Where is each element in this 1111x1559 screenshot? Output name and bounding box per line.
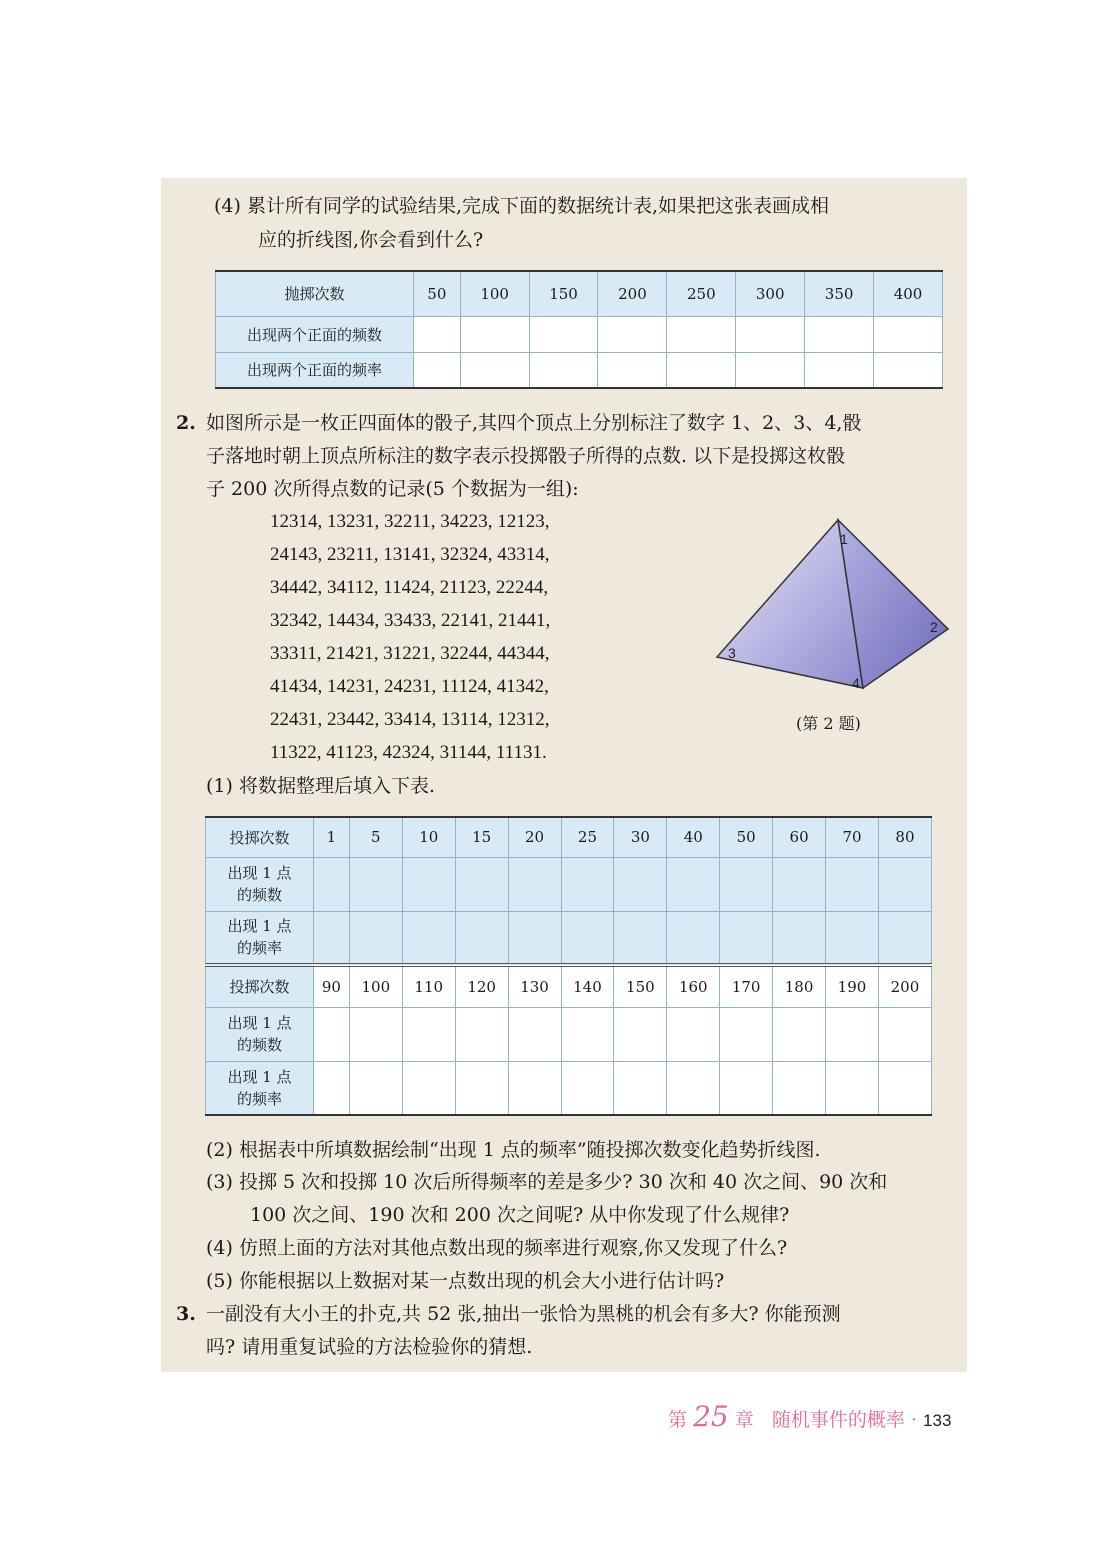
table-header-cell: 150 [529, 271, 598, 316]
row-label-line: 的频数 [236, 886, 282, 904]
row-label-line: 出现 1 点 [227, 1067, 292, 1086]
q3-number: 3. [176, 1303, 196, 1325]
data-record-line: 33311, 21421, 31221, 32244, 44344, [270, 643, 550, 664]
blank-cell[interactable] [561, 1007, 614, 1061]
blank-cell[interactable] [874, 316, 943, 352]
count-cell: 40 [667, 817, 720, 857]
blank-cell[interactable] [667, 911, 720, 965]
blank-cell[interactable] [720, 1007, 773, 1061]
count-cell: 80 [878, 817, 931, 857]
row-label [206, 911, 314, 965]
blank-cell[interactable] [455, 857, 508, 911]
q2-number: 2. [176, 412, 196, 434]
row-label: 投掷次数 [206, 965, 314, 1007]
count-cell: 25 [561, 817, 614, 857]
count-cell: 150 [614, 965, 667, 1007]
table-row [206, 857, 932, 911]
q2-sub3-line2: 100 次之间、190 次和 200 次之间呢? 从中你发现了什么规律? [250, 1204, 790, 1226]
table-row [206, 1007, 932, 1061]
blank-cell[interactable] [805, 352, 874, 388]
count-cell: 120 [455, 965, 508, 1007]
blank-cell[interactable] [314, 857, 350, 911]
blank-cell[interactable] [402, 857, 455, 911]
vertex-label-3: 3 [728, 645, 736, 661]
q2-sub5: (5) 你能根据以上数据对某一点数出现的机会大小进行估计吗? [206, 1270, 725, 1292]
data-record-line: 12314, 13231, 32211, 34223, 12123, [270, 511, 550, 532]
count-cell: 90 [314, 965, 350, 1007]
row-label: 投掷次数 [206, 817, 314, 857]
data-record-line: 22431, 23442, 33414, 13114, 12312, [270, 709, 550, 730]
vertex-label-4: 4 [852, 675, 860, 691]
vertex-label-1: 1 [840, 531, 848, 547]
chapter-suffix: 章 [734, 1409, 754, 1431]
blank-cell[interactable] [667, 1007, 720, 1061]
blank-cell[interactable] [598, 316, 667, 352]
blank-cell[interactable] [414, 352, 461, 388]
blank-cell[interactable] [402, 911, 455, 965]
blank-cell[interactable] [826, 911, 879, 965]
blank-cell[interactable] [455, 1061, 508, 1115]
chapter-title: 随机事件的概率 [771, 1409, 905, 1431]
row-label [206, 1007, 314, 1061]
page-number: 133 [923, 1411, 952, 1430]
row-label: 出现两个正面的频率 [216, 352, 414, 388]
q3-line2: 吗? 请用重复试验的方法检验你的猜想. [206, 1336, 533, 1358]
blank-cell[interactable] [874, 352, 943, 388]
blank-cell[interactable] [561, 1061, 614, 1115]
count-cell: 20 [508, 817, 561, 857]
blank-cell[interactable] [455, 911, 508, 965]
row-label-line: 出现 1 点 [227, 917, 292, 936]
count-cell: 130 [508, 965, 561, 1007]
table-header-cell: 350 [805, 271, 874, 316]
count-cell: 140 [561, 965, 614, 1007]
table-row [216, 316, 943, 352]
blank-cell[interactable] [667, 352, 736, 388]
blank-cell[interactable] [561, 911, 614, 965]
blank-cell[interactable] [614, 857, 667, 911]
blank-cell[interactable] [720, 911, 773, 965]
blank-cell[interactable] [508, 1007, 561, 1061]
blank-cell[interactable] [455, 1007, 508, 1061]
blank-cell[interactable] [561, 857, 614, 911]
blank-cell[interactable] [878, 857, 931, 911]
blank-cell[interactable] [614, 911, 667, 965]
blank-cell[interactable] [667, 316, 736, 352]
blank-cell[interactable] [773, 857, 826, 911]
vertex-label-2: 2 [930, 619, 938, 635]
table-header-cell: 300 [736, 271, 805, 316]
page-footer [668, 1400, 951, 1433]
blank-cell[interactable] [667, 857, 720, 911]
blank-cell[interactable] [598, 352, 667, 388]
blank-cell[interactable] [349, 1007, 402, 1061]
blank-cell[interactable] [508, 911, 561, 965]
data-record-line: 11322, 41123, 42324, 31144, 11131. [270, 742, 547, 763]
table-row [206, 911, 932, 965]
count-cell: 180 [773, 965, 826, 1007]
table-header-cell: 400 [874, 271, 943, 316]
table-two-heads [215, 270, 943, 389]
row-label-line: 的频率 [236, 1089, 282, 1108]
table-header-cell: 200 [598, 271, 667, 316]
q2-line2: 子落地时朝上顶点所标注的数字表示投掷骰子所得的点数. 以下是投掷这枚骰 [206, 445, 846, 467]
q2-line1: 如图所示是一枚正四面体的骰子,其四个顶点上分别标注了数字 1、2、3、4,骰 [206, 412, 862, 434]
blank-cell[interactable] [773, 911, 826, 965]
row-label [206, 1061, 314, 1115]
count-cell: 10 [402, 817, 455, 857]
blank-cell[interactable] [508, 1061, 561, 1115]
q2-sub3-line1: (3) 投掷 5 次和投掷 10 次后所得频率的差是多少? 30 次和 40 次之间、90 次和 [206, 1171, 888, 1193]
count-cell: 160 [667, 965, 720, 1007]
blank-cell[interactable] [736, 316, 805, 352]
count-cell: 100 [349, 965, 402, 1007]
blank-cell[interactable] [878, 911, 931, 965]
row-label [206, 857, 314, 911]
blank-cell[interactable] [805, 316, 874, 352]
blank-cell[interactable] [826, 1007, 879, 1061]
blank-cell[interactable] [508, 857, 561, 911]
table-header-cell: 抛掷次数 [216, 271, 414, 316]
table-row [216, 352, 943, 388]
blank-cell[interactable] [667, 1061, 720, 1115]
q1-part4-line1: (4) 累计所有同学的试验结果,完成下面的数据统计表,如果把这张表画成相 [214, 195, 830, 217]
row-label-line: 出现 1 点 [227, 864, 292, 882]
blank-cell[interactable] [736, 352, 805, 388]
count-cell: 15 [455, 817, 508, 857]
blank-cell[interactable] [402, 1061, 455, 1115]
blank-cell[interactable] [402, 1007, 455, 1061]
row-label-line: 的频数 [236, 1036, 282, 1054]
blank-cell[interactable] [314, 1007, 350, 1061]
row-label: 出现两个正面的频数 [216, 316, 414, 352]
figure-caption: (第 2 题) [796, 714, 861, 733]
blank-cell[interactable] [720, 1061, 773, 1115]
table-row [206, 1061, 932, 1115]
blank-cell[interactable] [878, 1007, 931, 1061]
footer-dot: · [910, 1409, 917, 1431]
blank-cell[interactable] [529, 352, 598, 388]
count-cell: 200 [878, 965, 931, 1007]
count-cell: 70 [826, 817, 879, 857]
q1-part4-line2: 应的折线图,你会看到什么? [258, 229, 484, 251]
blank-cell[interactable] [878, 1061, 931, 1115]
count-cell: 5 [349, 817, 402, 857]
q2-sub4: (4) 仿照上面的方法对其他点数出现的频率进行观察,你又发现了什么? [206, 1237, 788, 1259]
data-record-line: 32342, 14434, 33433, 22141, 21441, [270, 610, 551, 631]
tetrahedron-figure [700, 510, 960, 700]
blank-cell[interactable] [460, 352, 529, 388]
count-cell: 60 [773, 817, 826, 857]
blank-cell[interactable] [720, 857, 773, 911]
blank-cell[interactable] [773, 1007, 826, 1061]
table-one-point [205, 816, 932, 1116]
count-cell: 30 [614, 817, 667, 857]
count-cell: 110 [402, 965, 455, 1007]
blank-cell[interactable] [826, 1061, 879, 1115]
count-cell: 1 [314, 817, 350, 857]
blank-cell[interactable] [614, 1007, 667, 1061]
q2-sub1: (1) 将数据整理后填入下表. [206, 775, 435, 797]
table-header-cell: 50 [414, 271, 461, 316]
data-record-line: 24143, 23211, 13141, 32324, 43314, [270, 544, 550, 565]
count-cell: 170 [720, 965, 773, 1007]
table-row [206, 817, 932, 857]
row-label-line: 出现 1 点 [227, 1014, 292, 1032]
table-row [216, 271, 943, 316]
blank-cell[interactable] [314, 1061, 350, 1115]
chapter-number: 25 [693, 1400, 729, 1433]
chapter-prefix: 第 [668, 1409, 688, 1431]
row-label-line: 的频率 [236, 939, 282, 958]
data-record-line: 41434, 14231, 24231, 11124, 41342, [270, 676, 549, 697]
table-header-cell: 250 [667, 271, 736, 316]
table-row [206, 965, 932, 1007]
q2-sub2: (2) 根据表中所填数据绘制“出现 1 点的频率”随投掷次数变化趋势折线图. [206, 1139, 821, 1161]
blank-cell[interactable] [614, 1061, 667, 1115]
blank-cell[interactable] [826, 857, 879, 911]
table-header-cell: 100 [460, 271, 529, 316]
blank-cell[interactable] [349, 857, 402, 911]
blank-cell[interactable] [414, 316, 461, 352]
count-cell: 190 [826, 965, 879, 1007]
blank-cell[interactable] [773, 1061, 826, 1115]
blank-cell[interactable] [349, 911, 402, 965]
blank-cell[interactable] [460, 316, 529, 352]
blank-cell[interactable] [349, 1061, 402, 1115]
data-record-line: 34442, 34112, 11424, 21123, 22244, [270, 577, 549, 598]
q3-line1: 一副没有大小王的扑克,共 52 张,抽出一张恰为黑桃的机会有多大? 你能预测 [206, 1303, 841, 1325]
blank-cell[interactable] [314, 911, 350, 965]
blank-cell[interactable] [529, 316, 598, 352]
count-cell: 50 [720, 817, 773, 857]
q2-line3: 子 200 次所得点数的记录(5 个数据为一组): [206, 478, 579, 500]
